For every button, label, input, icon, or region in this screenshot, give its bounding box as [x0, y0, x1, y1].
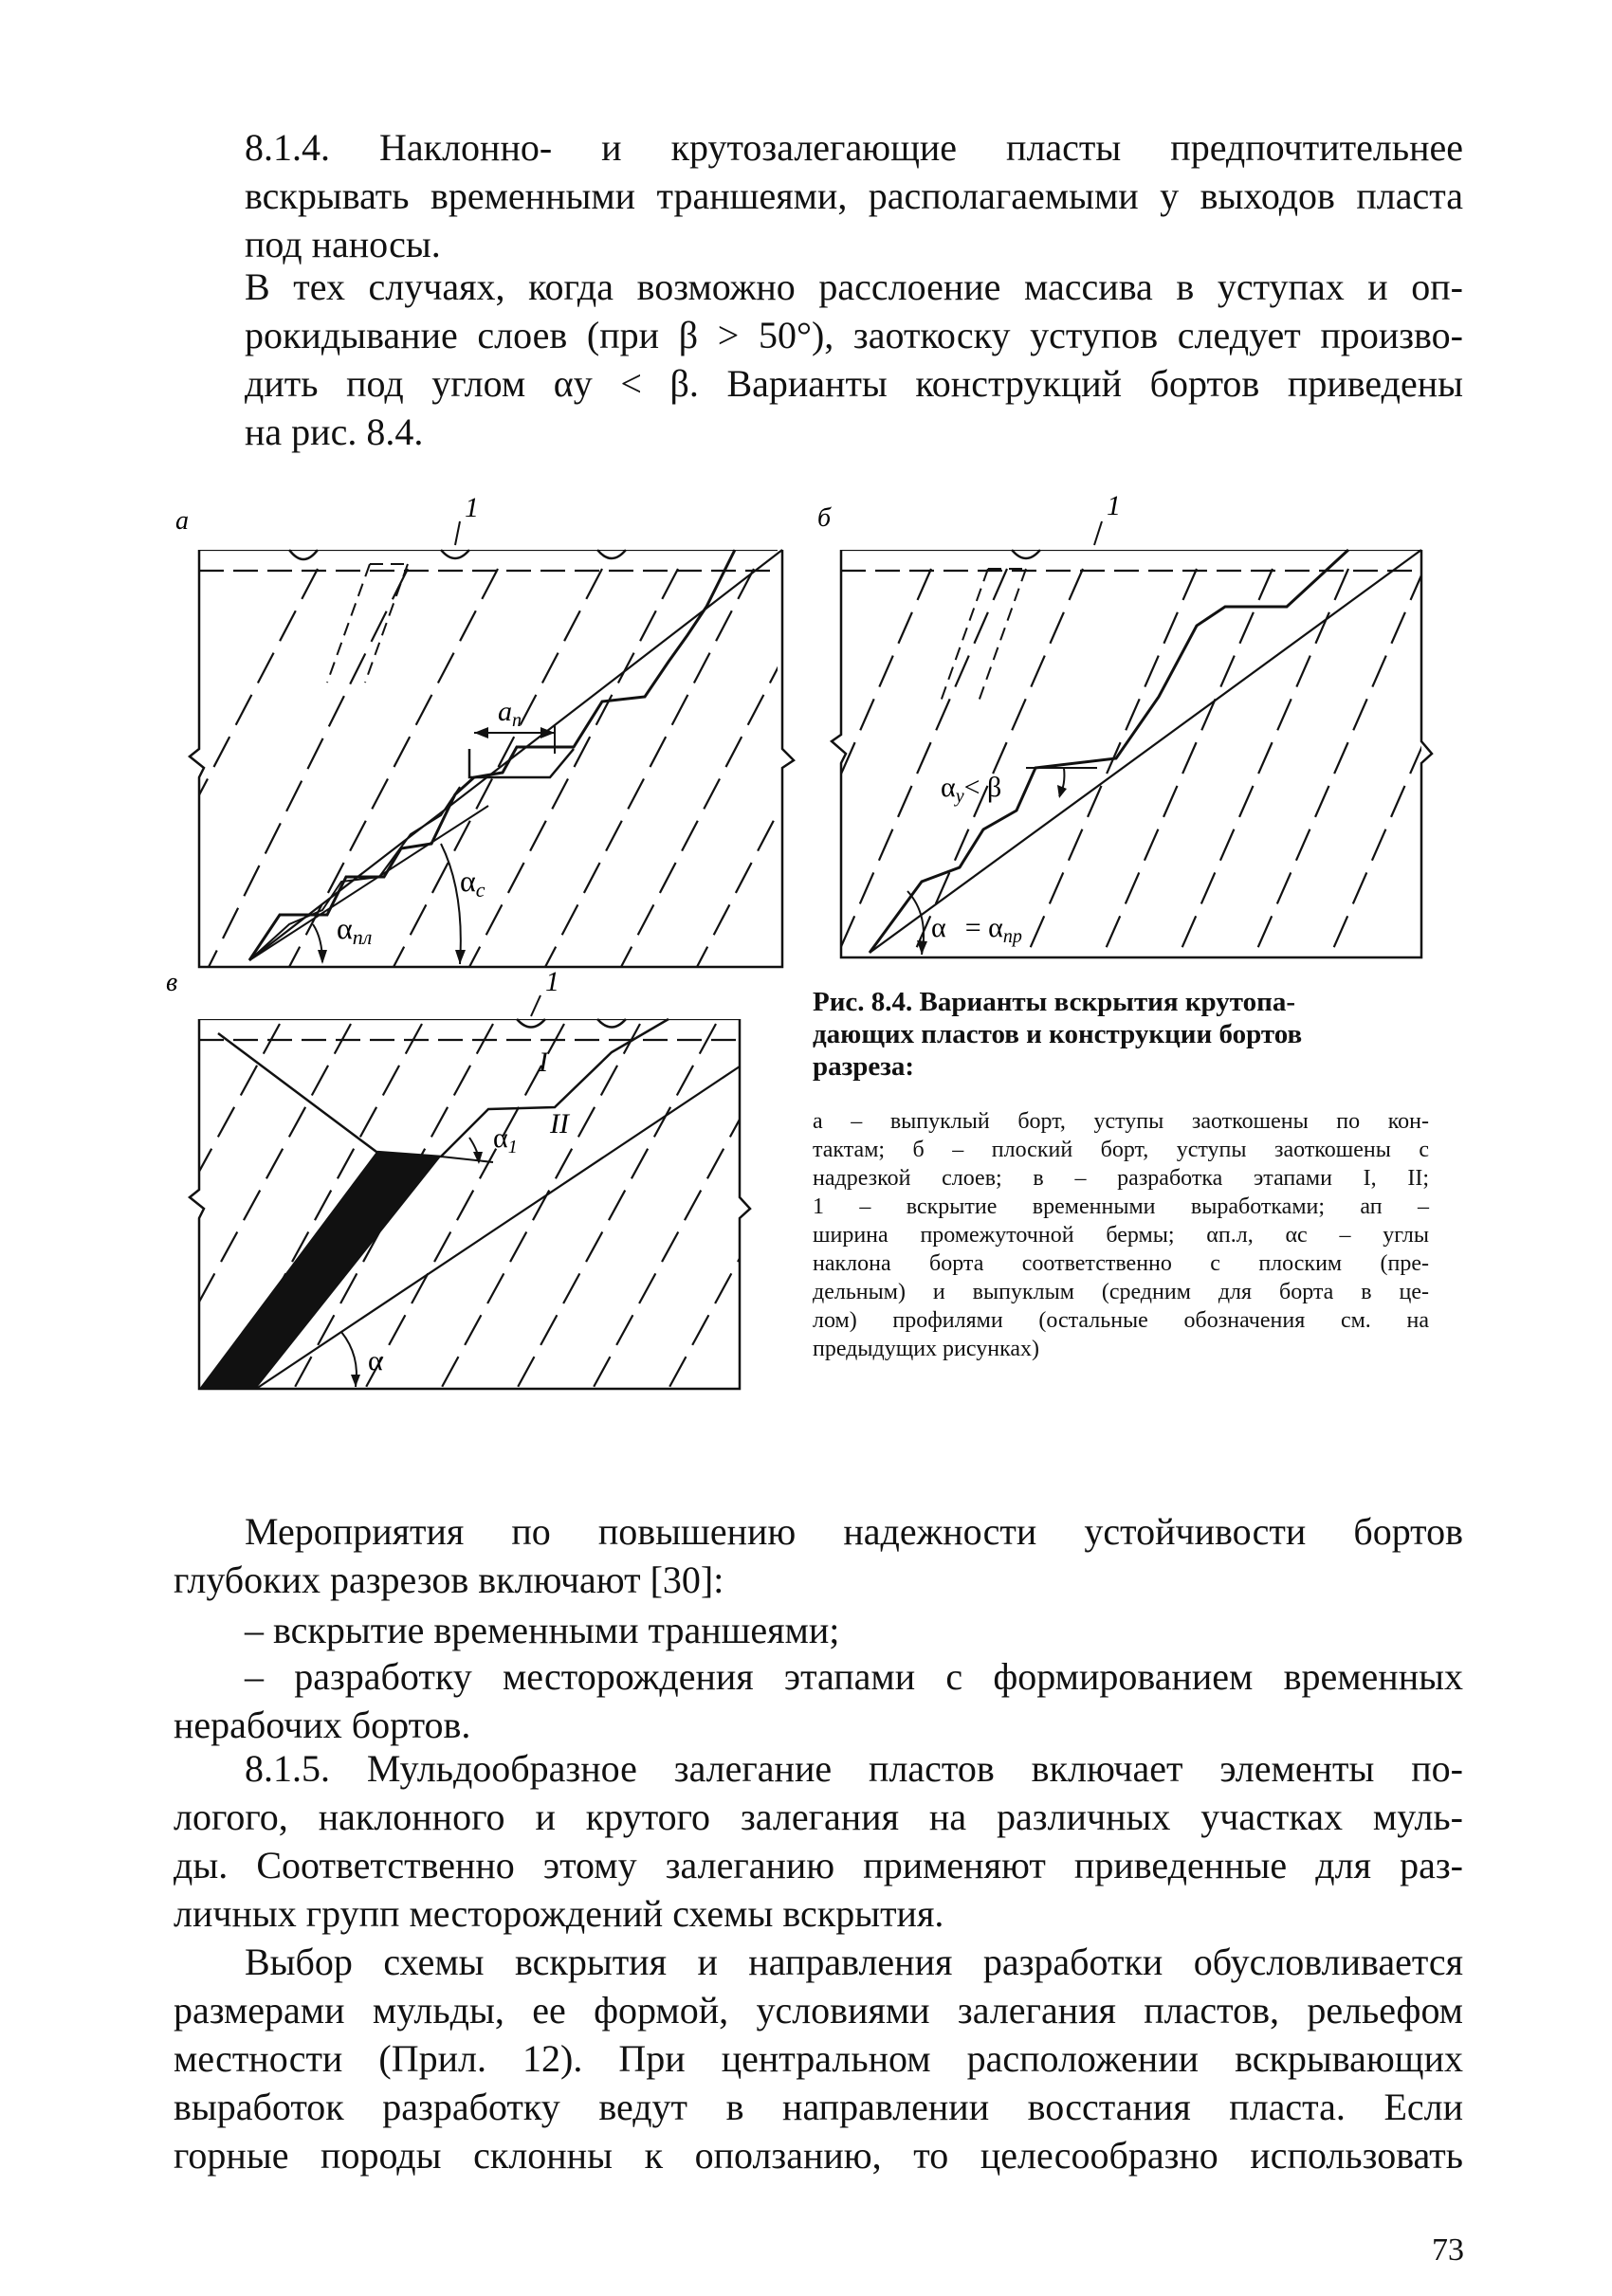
text-line: Выбор схемы вскрытия и направления разработки обусловливается [245, 1941, 1463, 1983]
frame [832, 550, 1432, 957]
paragraph-8-1-5 [174, 1744, 1463, 1938]
marker-1: 1 [1107, 490, 1121, 521]
figure-panel-v [166, 967, 773, 1394]
text-line: личных групп месторождений схемы вскрытия. [174, 1892, 944, 1935]
text-line: Мероприятия по повышению надежности устойчивости бортов [245, 1510, 1463, 1553]
label-alpha-1: $\alpha_1$ [493, 1122, 518, 1157]
caption-line: наклона борта соответственно с плоским (пре- [813, 1251, 1429, 1276]
caption-line: тактам; б – плоский борт, уступы заоткошены с [813, 1138, 1429, 1162]
panel-label-b: б [817, 503, 832, 533]
label-alpha-c: αс [460, 864, 485, 902]
caption-line: предыдущих рисунках) [813, 1337, 1040, 1361]
paragraph-8-1-4 [245, 123, 1463, 268]
panel-label-v: в [166, 968, 178, 997]
text-line: 8.1.4. Наклонно- и крутозалегающие пласты предпочтительнее [245, 126, 1463, 169]
panel-label-a: а [175, 506, 189, 536]
label-alpha-pl: αпл [337, 911, 373, 949]
caption-line: а – выпуклый борт, уступы заоткошены по кон- [813, 1109, 1429, 1134]
caption-line: 1 – вскрытие временными выработками; ап – [813, 1194, 1429, 1219]
figure-panel-b [817, 483, 1434, 962]
text-line: под наносы. [245, 223, 441, 265]
label-alpha: α [368, 1345, 383, 1376]
label-stage-I: I [539, 1047, 548, 1078]
caption-line: ширина промежуточной бермы; αп.л, αс – углы [813, 1223, 1429, 1248]
label-alpha-y: $\alpha_у< \beta$ [941, 772, 1002, 807]
list-item-trenches [245, 1606, 1463, 1654]
label-alpha-pr: $\alpha = \alpha_{пр}$ [931, 912, 1022, 947]
caption-line: Рис. 8.4. Варианты вскрытия крутопа- [813, 987, 1296, 1017]
text-line: ды. Соответственно этому залеганию применяют приведенные для раз- [174, 1844, 1463, 1886]
marker-1: 1 [465, 493, 479, 523]
text-line: глубоких разрезов включают [30]: [174, 1558, 724, 1601]
paragraph-splitting [245, 263, 1463, 456]
text-line: горные породы склонны к оползанию, то целесообразно использовать [174, 2134, 1463, 2177]
caption-line: лом) профилями (остальные обозначения см. на [813, 1308, 1429, 1333]
coal-seam [199, 1152, 441, 1389]
figure-caption-title [813, 986, 1429, 1083]
label-stage-II: II [550, 1108, 569, 1139]
text-line: логого, наклонного и крутого залегания на различных участках муль- [174, 1795, 1463, 1838]
text-line: рокидывание слоев (при β > 50°), заоткоску уступов следует произво- [245, 314, 1463, 356]
marker-1: 1 [545, 967, 559, 997]
label-a-n: $a_п$ [498, 696, 522, 731]
text-line: В тех случаях, когда возможно расслоение массива в уступах и оп- [245, 265, 1463, 308]
caption-line: надрезкой слоев; в – разработка этапами I, II; [813, 1166, 1429, 1191]
text-line: размерами мульды, ее формой, условиями залегания пластов, рельефом [174, 1989, 1463, 2032]
figure-caption-body [813, 1107, 1429, 1363]
caption-line: разреза: [813, 1051, 915, 1082]
text-line: выработок разработку ведут в направлении восстания пласта. Если [174, 2086, 1463, 2128]
text-line: местности (Прил. 12). При центральном расположении вскрывающих [174, 2037, 1463, 2080]
text-line: – вскрытие временными траншеями; [245, 1609, 840, 1651]
figure-panel-a [175, 493, 801, 972]
page-number: 73 [1432, 2232, 1464, 2268]
paragraph-scheme-choice [174, 1938, 1463, 2179]
text-line: дить под углом αу < β. Варианты конструкций бортов приведены [245, 362, 1463, 405]
caption-line: дельным) и выпуклым (средним для борта в це- [813, 1280, 1429, 1304]
paragraph-measures [174, 1507, 1463, 1604]
list-item-stages [174, 1652, 1463, 1749]
text-line: – разработку месторождения этапами с формированием временных [245, 1655, 1463, 1698]
text-line: 8.1.5. Мульдообразное залегание пластов включает элементы по- [245, 1747, 1463, 1790]
text-line: на рис. 8.4. [245, 410, 424, 453]
text-line: вскрывать временными траншеями, располагаемыми у выходов пласта [245, 174, 1463, 217]
text-line: нерабочих бортов. [174, 1704, 471, 1746]
caption-line: дающих пластов и конструкции бортов [813, 1019, 1303, 1049]
